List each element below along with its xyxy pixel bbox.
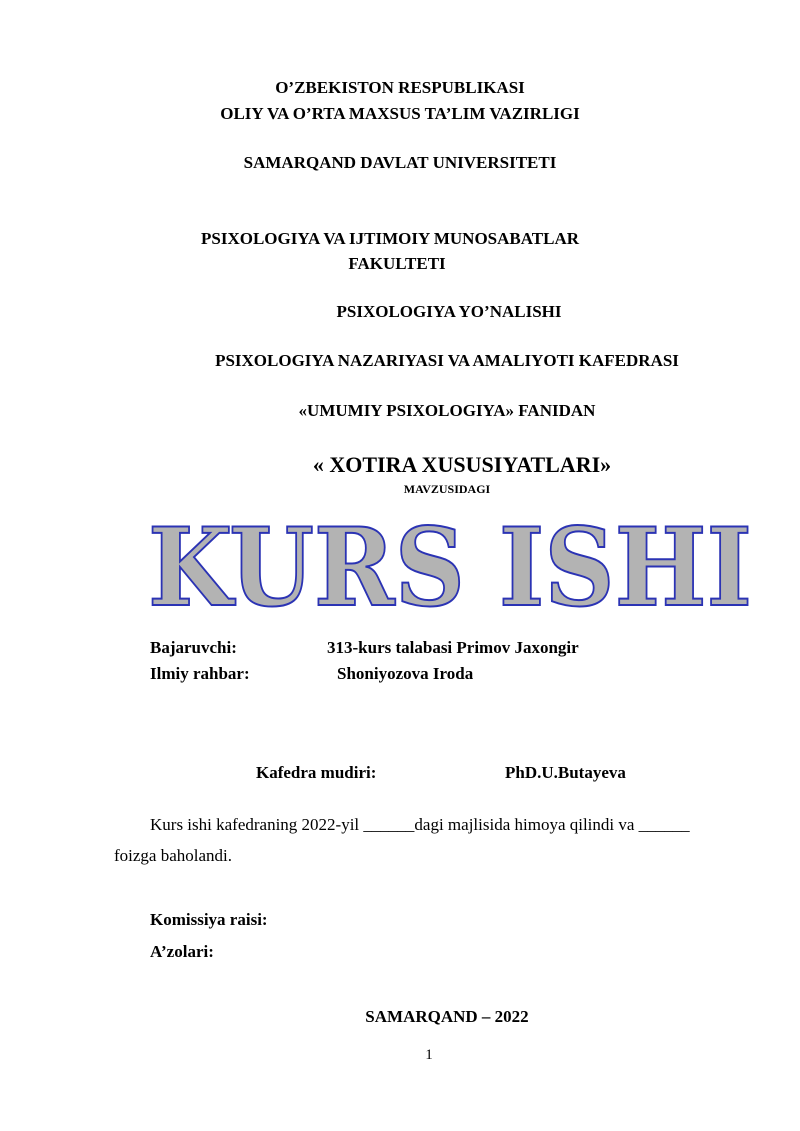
- kurs-ishi-wordart: [148, 508, 758, 614]
- page-number: 1: [425, 1047, 433, 1063]
- advisor-label: Ilmiy rahbar:: [150, 664, 250, 683]
- department-head-label: Kafedra mudiri:: [256, 763, 377, 782]
- department-heading: PSIXOLOGIYA NAZARIYASI VA AMALIYOTI KAFEDRASI: [215, 351, 679, 370]
- executor-value: 313-kurs talabasi Primov Jaxongir: [327, 638, 579, 657]
- topic-title: « XOTIRA XUSUSIYATLARI»: [312, 452, 612, 477]
- topic-subtitle: MAVZUSIDAGI: [403, 482, 491, 496]
- ministry-heading: OLIY VA O’RTA MAXSUS TA’LIM VAZIRLIGI: [220, 104, 580, 123]
- advisor-value: Shoniyozova Iroda: [337, 664, 474, 683]
- defense-paragraph-line2: foizga baholandi.: [114, 846, 233, 865]
- university-heading: SAMARQAND DAVLAT UNIVERSITETI: [243, 153, 557, 172]
- wordart-text: KURS ISHI: [148, 508, 752, 614]
- commission-members-label: A’zolari:: [150, 942, 214, 961]
- department-head-value: PhD.U.Butayeva: [505, 763, 626, 782]
- commission-chair-label: Komissiya raisi:: [150, 910, 268, 929]
- direction-heading: PSIXOLOGIYA YO’NALISHI: [336, 302, 562, 321]
- executor-label: Bajaruvchi:: [150, 638, 237, 657]
- republic-heading: O’ZBEKISTON RESPUBLIKASI: [275, 78, 525, 97]
- city-year: SAMARQAND – 2022: [365, 1007, 529, 1026]
- subject-heading: «UMUMIY PSIXOLOGIYA» FANIDAN: [298, 401, 596, 420]
- defense-paragraph-line1: Kurs ishi kafedraning 2022-yil ______dagi majlisida himoya qilindi va ______: [150, 815, 690, 834]
- faculty-heading-line1: PSIXOLOGIYA VA IJTIMOIY MUNOSABATLAR: [200, 229, 580, 248]
- faculty-heading-line2: FAKULTETI: [348, 254, 446, 273]
